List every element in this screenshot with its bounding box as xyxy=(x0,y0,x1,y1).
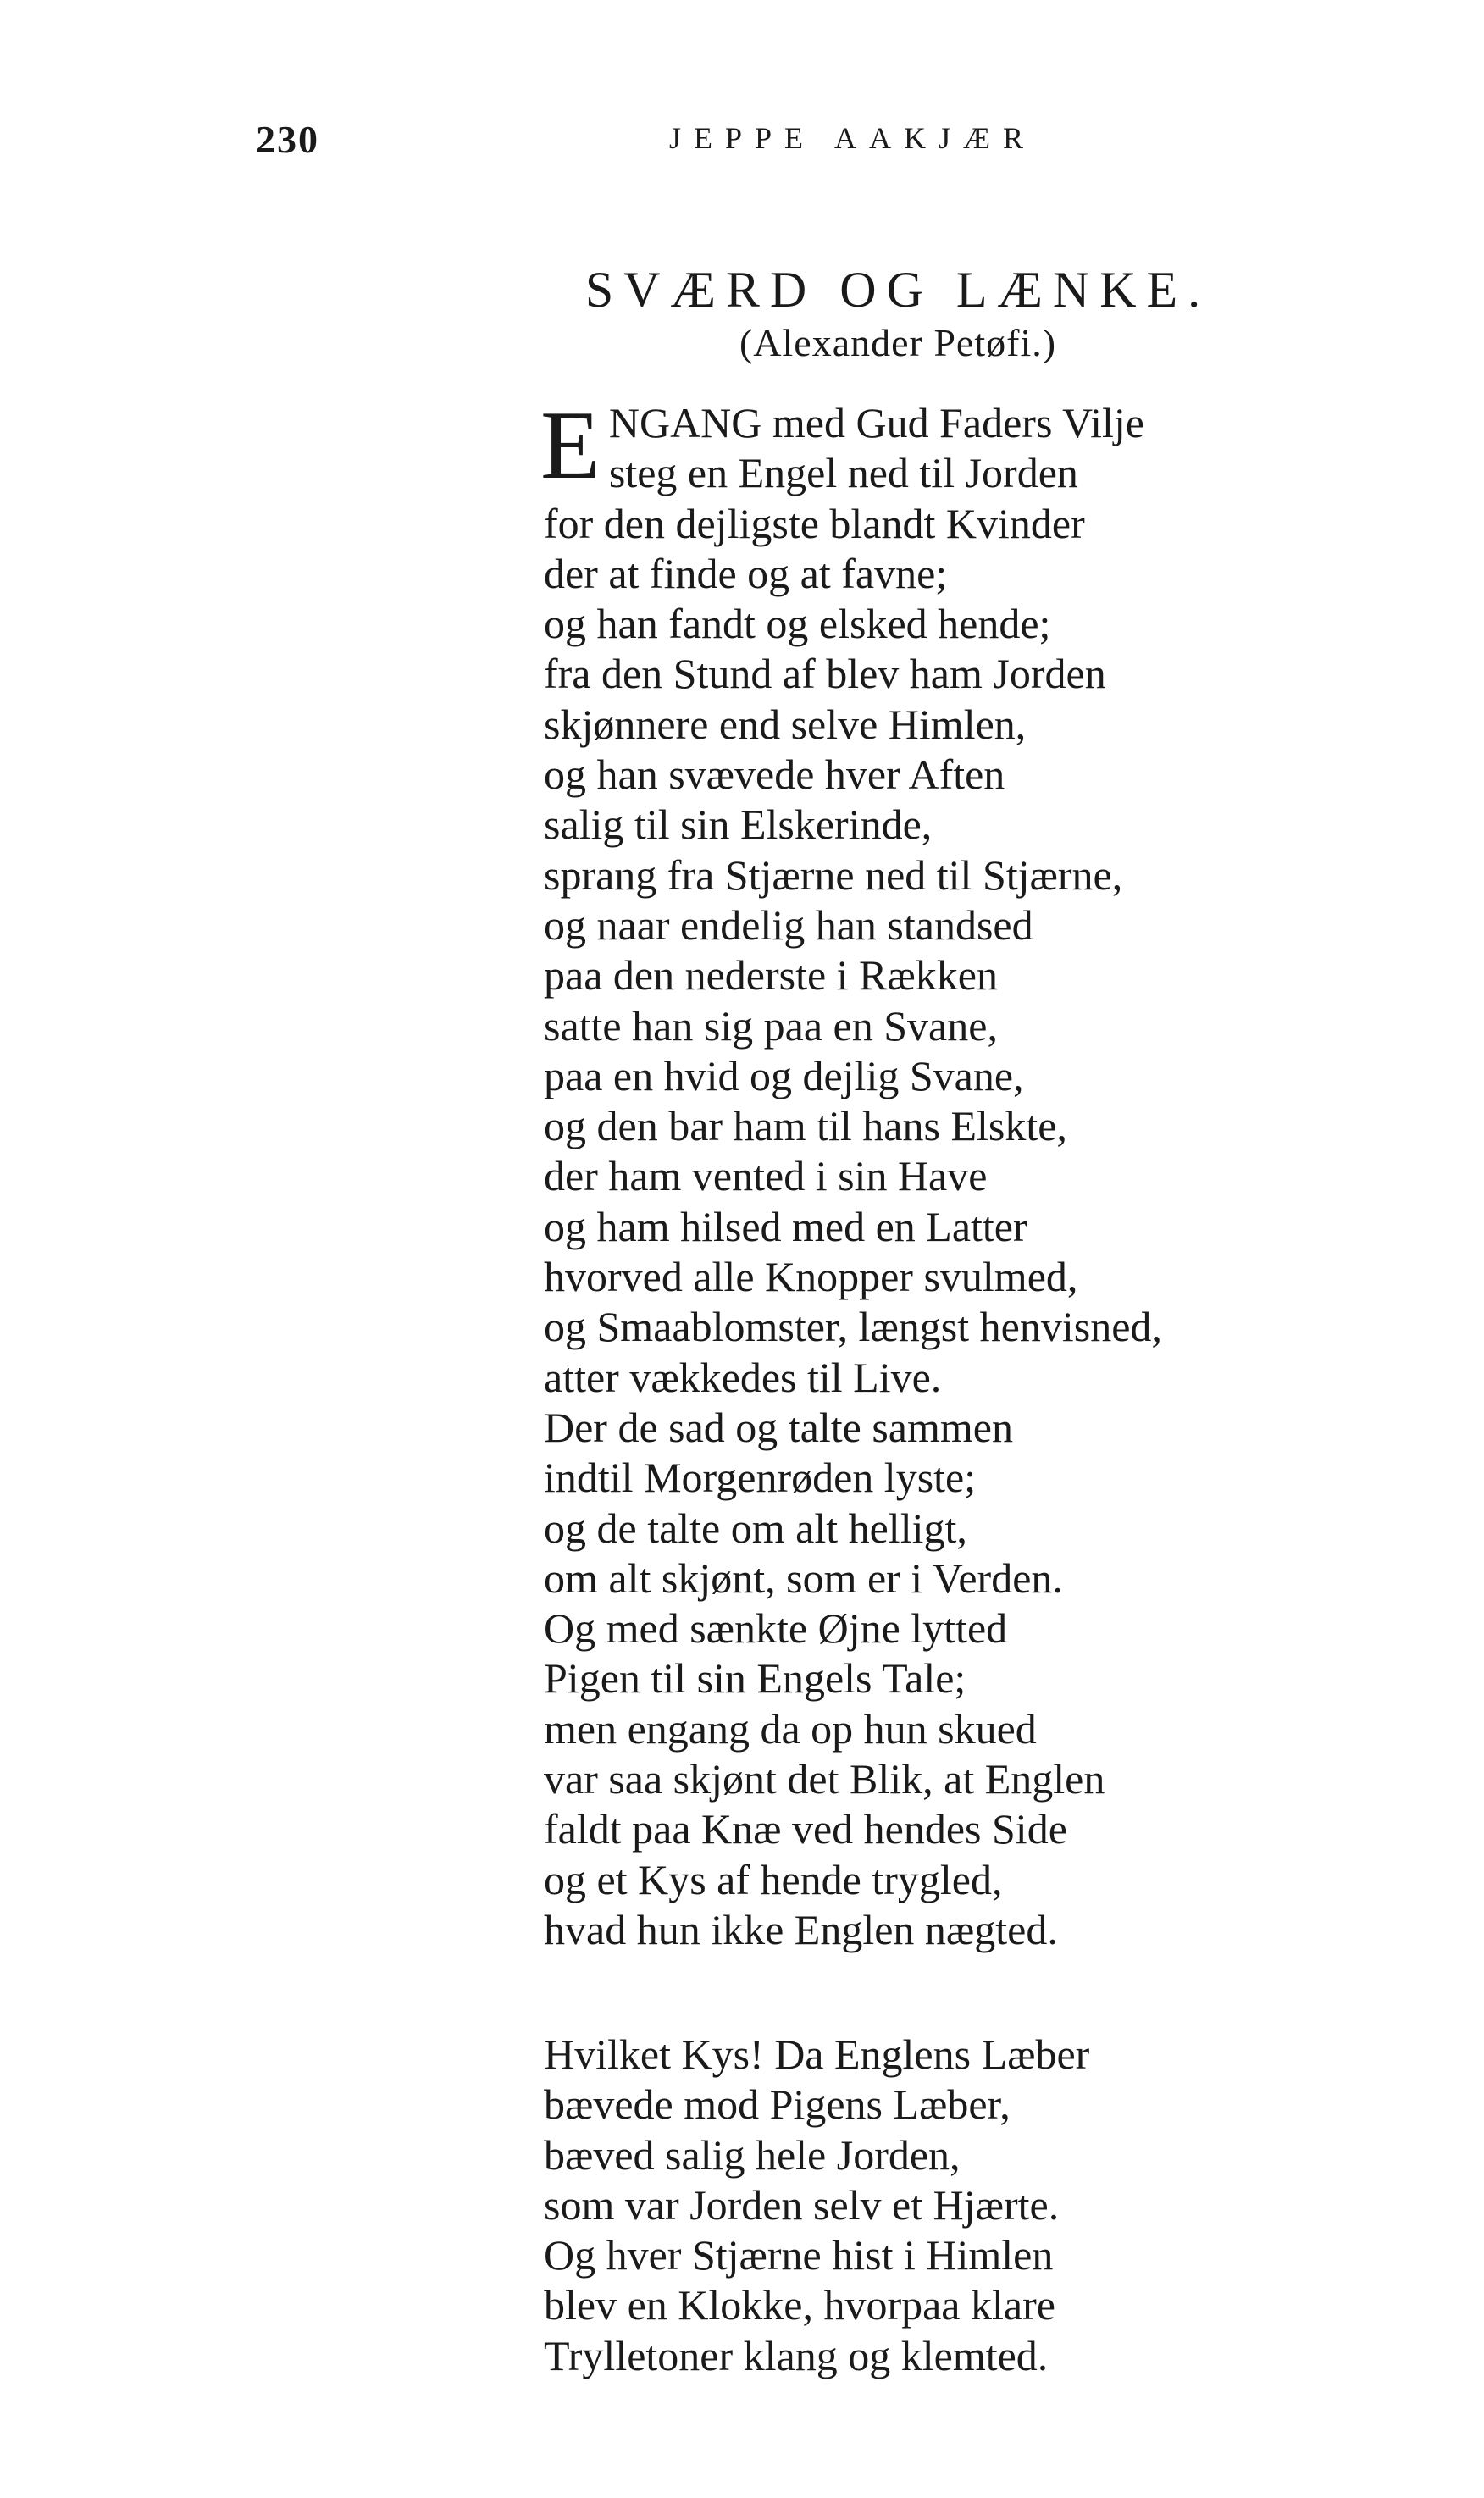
stanza-2-lines xyxy=(544,2030,1089,2381)
poem-line: hvad hun ikke Englen nægted. xyxy=(544,1905,1058,1953)
poem-line: og han fandt og elsked hende; xyxy=(544,600,1051,648)
poem-line: og han svævede hver Aften xyxy=(544,751,1005,799)
poem-subtitle: (Alexander Petøfi.) xyxy=(739,321,1057,364)
first-line-rest: med Gud Faders Vilje xyxy=(761,399,1144,446)
poem-line: Og med sænkte Øjne lytted xyxy=(544,1604,1008,1653)
poem-line: som var Jorden selv et Hjærte. xyxy=(544,2180,1060,2229)
running-head-author: JEPPE AAKJÆR xyxy=(669,121,1037,155)
poem-line: Pigen til sin Engels Tale; xyxy=(544,1654,966,1703)
poem-line: atter vækkedes til Live. xyxy=(544,1353,942,1401)
first-word-smallcaps: NGANG xyxy=(608,399,762,446)
poem-line: Der de sad og talte sammen xyxy=(544,1403,1013,1451)
poem-line: Hvilket Kys! Da Englens Læber xyxy=(544,2030,1090,2078)
poem-line: Og hver Stjærne hist i Himlen xyxy=(544,2231,1054,2279)
poem-line: og den bar ham til hans Elskte, xyxy=(544,1102,1067,1150)
poem-line-1 xyxy=(544,398,1162,448)
poem-line: var saa skjønt det Blik, at Englen xyxy=(544,1755,1105,1803)
poem-line: bævede mod Pigens Læber, xyxy=(544,2080,1011,2129)
stanza-1-lines xyxy=(544,448,1162,1955)
stanza-2 xyxy=(544,2030,1089,2381)
poem-line: og ham hilsed med en Latter xyxy=(544,1202,1027,1250)
poem-line: satte han sig paa en Svane, xyxy=(544,1001,998,1050)
poem-line: der ham vented i sin Have xyxy=(544,1152,988,1200)
poem-line: om alt skjønt, som er i Verden. xyxy=(544,1554,1063,1602)
poem-line: Trylletoner klang og klemted. xyxy=(544,2331,1049,2379)
poem-line: og de talte om alt helligt, xyxy=(544,1504,967,1552)
poem-line: bæved salig hele Jorden, xyxy=(544,2130,961,2179)
poem-line: fra den Stund af blev ham Jorden xyxy=(544,650,1106,698)
running-head xyxy=(0,117,1484,168)
poem-line: indtil Morgenrøden lyste; xyxy=(544,1454,977,1502)
poem-line: for den dejligste blandt Kvinder xyxy=(544,499,1085,547)
poem-line: paa den nederste i Rækken xyxy=(544,951,998,1000)
poem-line: og et Kys af hende trygled, xyxy=(544,1855,1003,1903)
poem-line: men engang da op hun skued xyxy=(544,1704,1037,1753)
poem-line: blev en Klokke, hvorpaa klare xyxy=(544,2281,1055,2329)
poem-line: sprang fra Stjærne ned til Stjærne, xyxy=(544,850,1123,899)
poem-title: SVÆRD OG LÆNKE. xyxy=(584,262,1211,318)
drop-cap: E xyxy=(540,391,601,500)
stanza-1 xyxy=(540,391,1162,1955)
poem-line: og Smaablomster, længst henvisned, xyxy=(544,1303,1162,1351)
poem-line: hvorved alle Knopper svulmed, xyxy=(544,1253,1078,1301)
poem-line: faldt paa Knæ ved hendes Side xyxy=(544,1805,1067,1853)
poem-line: salig til sin Elskerinde, xyxy=(544,800,933,849)
poem-line: og naar endelig han standsed xyxy=(544,900,1033,949)
poem-line: paa en hvid og dejlig Svane, xyxy=(544,1051,1024,1099)
poem-line: der at finde og at favne; xyxy=(544,549,948,597)
poem-line: skjønnere end selve Himlen, xyxy=(544,700,1027,748)
page-number: 230 xyxy=(256,118,319,161)
poem-line: steg en Engel ned til Jorden xyxy=(608,449,1078,497)
